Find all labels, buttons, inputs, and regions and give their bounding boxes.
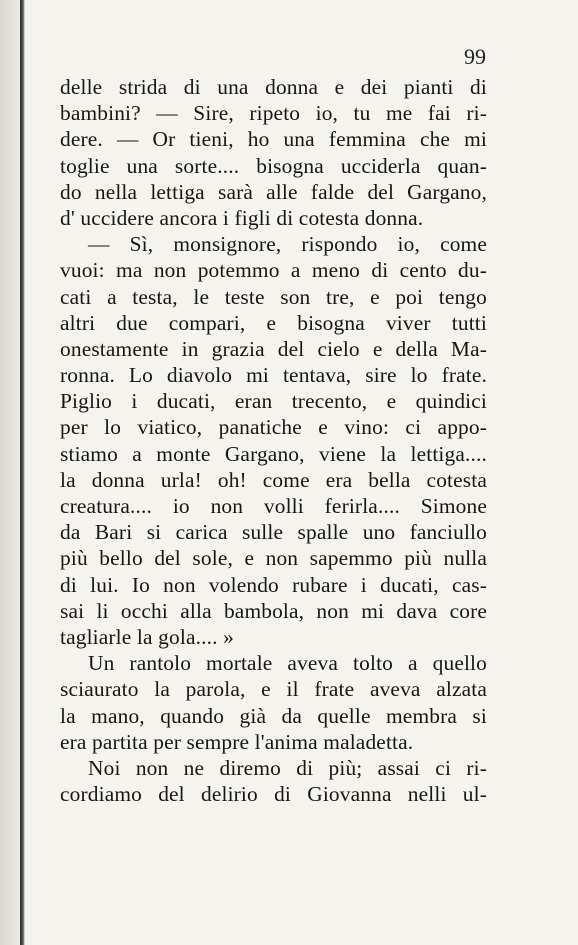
text-line: la donna urla! oh! come era bella cotesta: [60, 467, 487, 492]
text-line: vuoi: ma non potemmo a meno di cento du-: [60, 258, 487, 283]
text-line: cordiamo del delirio di Giovanna nelli ul-: [60, 782, 487, 807]
text-line: altri due compari, e bisogna viver tutti: [60, 310, 487, 335]
text-line: sciaurato la parola, e il frate aveva alzata: [60, 677, 487, 702]
text-line: tagliarle la gola.... »: [60, 624, 234, 649]
page-number: 99: [464, 44, 486, 69]
text-line: bambini? — Sire, ripeto io, tu me fai ri-: [60, 101, 487, 126]
text-line: delle strida di una donna e dei pianti di: [60, 75, 487, 99]
text-line: più bello del sole, e non sapemmo più nulla: [60, 546, 487, 571]
text-line: creatura.... io non volli ferirla.... Simone: [60, 494, 487, 518]
text-line: Noi non ne diremo di più; assai ci ri-: [88, 755, 487, 780]
text-line: per lo viatico, panatiche e vino: ci appo-: [60, 415, 487, 440]
text-line: — Sì, monsignore, rispondo io, come: [88, 232, 487, 257]
text-line: Piglio i ducati, eran trecento, e quindici: [60, 389, 487, 414]
text-line: ronna. Lo diavolo mi tentava, sire lo frate.: [60, 363, 487, 388]
body-text: [60, 74, 487, 807]
text-line: da Bari si carica sulle spalle uno fanciullo: [60, 520, 487, 545]
text-line: stiamo a monte Gargano, viene la lettiga....: [60, 441, 487, 466]
text-line: cati a testa, le teste son tre, e poi tengo: [60, 284, 487, 309]
text-line: era partita per sempre l'anima maladetta.: [60, 729, 414, 754]
text-line: d' uccidere ancora i figli di cotesta donna.: [60, 205, 424, 230]
text-line: onestamente in grazia del cielo e della Ma-: [60, 336, 487, 361]
page-edge-shadow: [0, 0, 20, 945]
text-line: Un rantolo mortale aveva tolto a quello: [88, 651, 487, 676]
text-line: dere. — Or tieni, ho una femmina che mi: [60, 127, 487, 152]
text-line: di lui. Io non volendo rubare i ducati, cas-: [60, 572, 487, 597]
text-line: toglie una sorte.... bisogna ucciderla quan-: [60, 153, 487, 178]
text-line: la mano, quando già da quelle membra si: [60, 703, 487, 728]
text-line: sai li occhi alla bambola, non mi dava core: [60, 598, 487, 623]
text-line: do nella lettiga sarà alle falde del Gargano,: [60, 179, 487, 204]
binding-gutter: [20, 0, 25, 945]
